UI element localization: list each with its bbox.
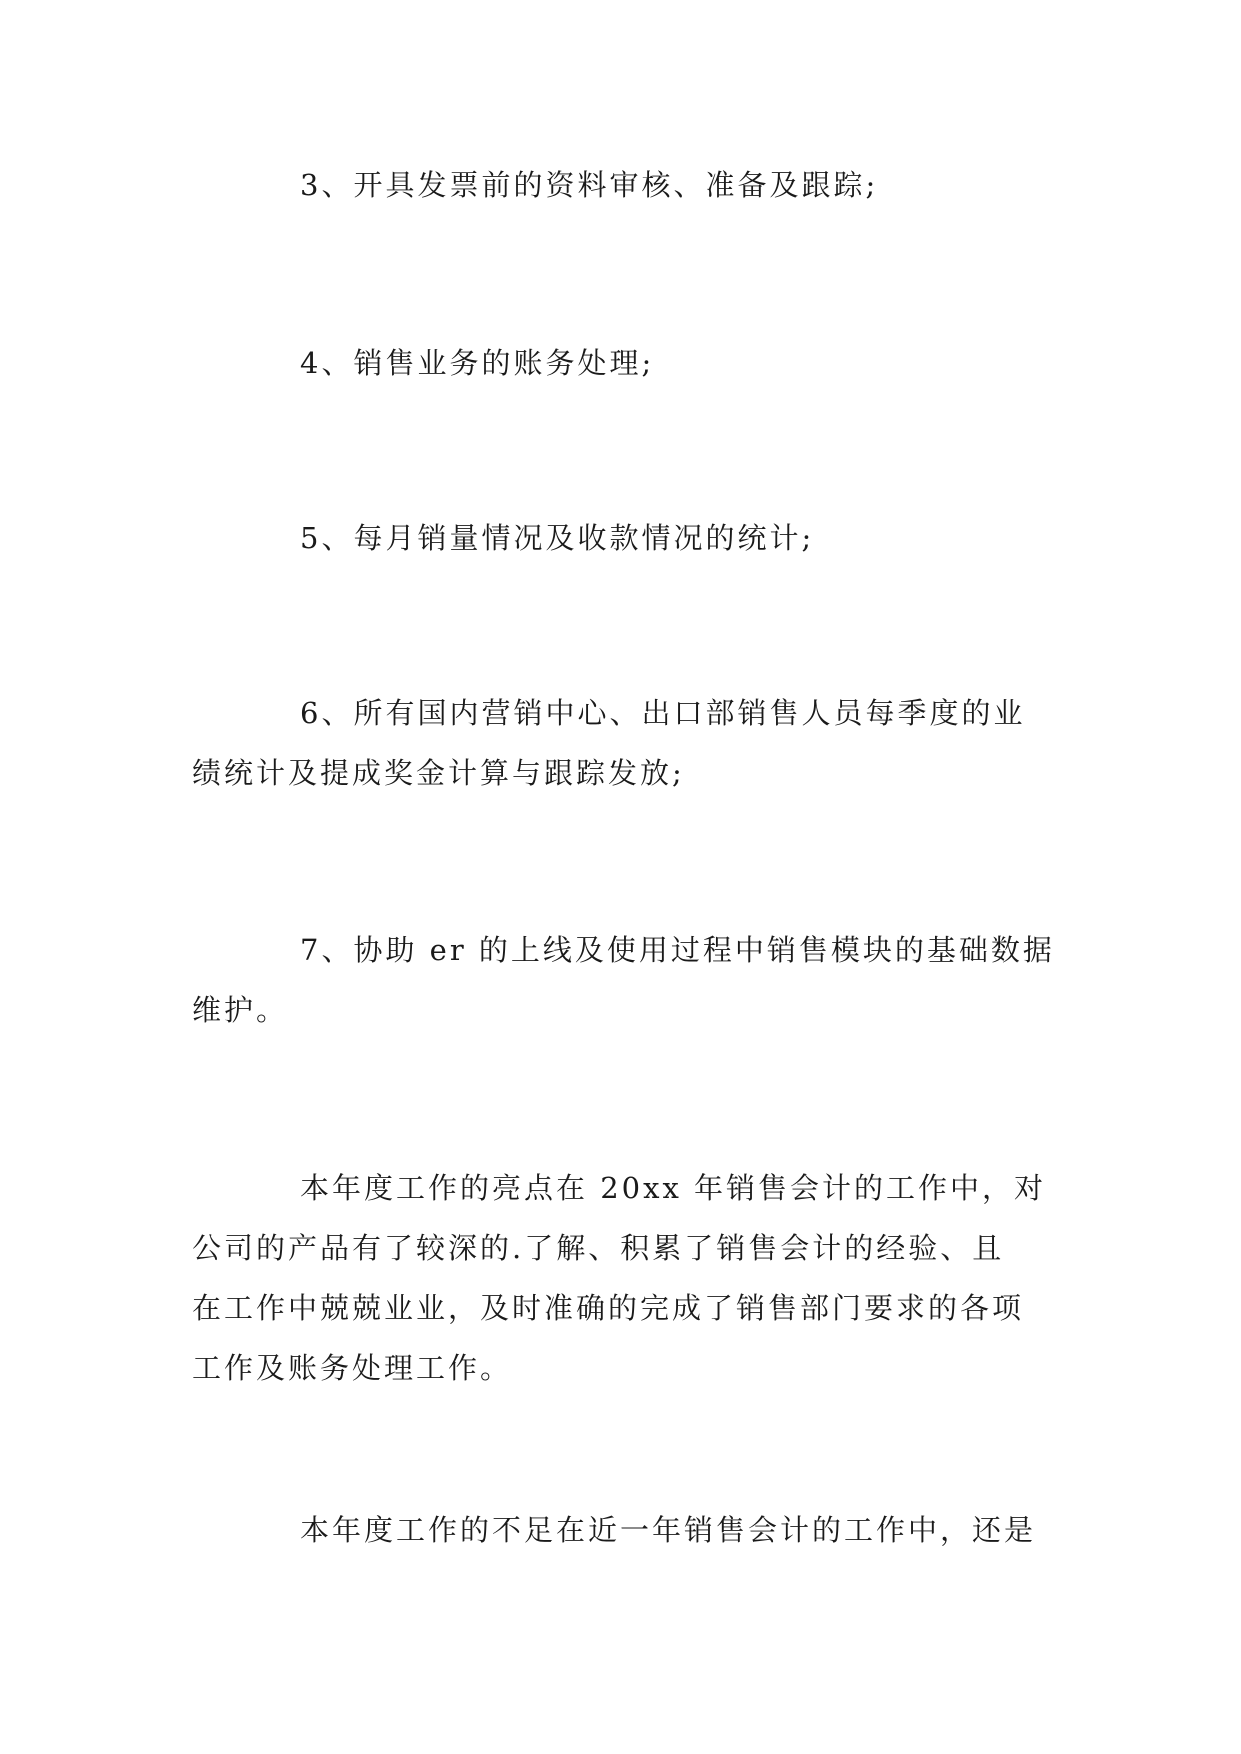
paragraph-line: 4、销售业务的账务处理; <box>300 346 655 380</box>
paragraph-shortcomings <box>192 1500 1058 1560</box>
paragraph-item-6 <box>192 683 1058 803</box>
paragraph-item-7 <box>192 920 1058 1040</box>
paragraph-item-4 <box>192 333 1058 393</box>
paragraph-item-3 <box>192 155 1058 215</box>
paragraph-line: 本年度工作的不足在近一年销售会计的工作中，还是 <box>300 1513 1037 1547</box>
paragraph-line: 6、所有国内营销中心、出口部销售人员每季度的业 <box>300 696 1026 730</box>
paragraph-line: 7、协助 er 的上线及使用过程中销售模块的基础数据 <box>300 933 1055 967</box>
paragraph-highlights <box>192 1158 1058 1398</box>
paragraph-line: 维护。 <box>192 993 289 1027</box>
paragraph-item-5 <box>192 508 1058 568</box>
paragraph-line: 绩统计及提成奖金计算与跟踪发放; <box>192 756 685 790</box>
paragraph-line: 公司的产品有了较深的.了解、积累了销售会计的经验、且 <box>192 1231 1005 1265</box>
paragraph-line: 在工作中兢兢业业，及时准确的完成了销售部门要求的各项 <box>192 1291 1025 1325</box>
paragraph-line: 工作及账务处理工作。 <box>192 1351 513 1385</box>
paragraph-line: 5、每月销量情况及收款情况的统计; <box>300 521 815 555</box>
paragraph-line: 本年度工作的亮点在 20xx 年销售会计的工作中，对 <box>300 1171 1047 1205</box>
paragraph-line: 3、开具发票前的资料审核、准备及跟踪; <box>300 168 879 202</box>
